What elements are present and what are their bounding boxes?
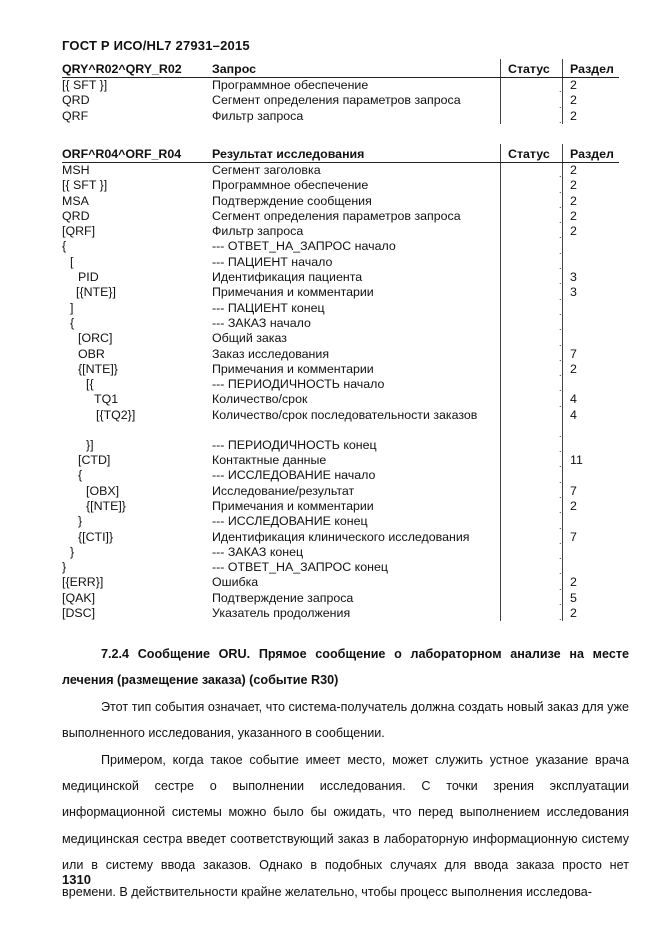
section-cell: 2 — [570, 361, 577, 376]
segment-cell: ] — [70, 300, 74, 315]
section-cell: 3 — [570, 270, 577, 285]
table-row: MSA Подтверждение сообщения . 2 — [62, 193, 577, 210]
section-cell: 7 — [570, 529, 577, 544]
name-cell: --- ОТВЕТ_НА_ЗАПРОС конец — [212, 560, 388, 575]
table-row: } --- ИССЛЕДОВАНИЕ конец . — [78, 514, 562, 531]
section-cell: 2 — [570, 108, 577, 123]
section-cell: 2 — [570, 193, 577, 208]
name-cell: Подтверждение запроса — [212, 590, 354, 605]
section-cell: 3 — [570, 285, 577, 300]
section-cell: 7 — [570, 346, 577, 361]
segment-cell: [{NTE}] — [76, 285, 116, 300]
section-header: Раздел — [570, 147, 614, 161]
section-cell: 2 — [570, 575, 577, 590]
table-row: } --- ОТВЕТ_НА_ЗАПРОС конец . — [62, 560, 562, 577]
segment-cell: [QRF] — [62, 224, 96, 239]
name-cell: --- ПАЦИЕНТ начало — [212, 254, 333, 269]
segment-cell: OBR — [78, 346, 105, 361]
name-cell: --- ЗАКАЗ конец — [212, 544, 304, 559]
table-row: TQ1 Количество/срок . 4 — [94, 392, 577, 409]
section-cell: 2 — [570, 78, 577, 92]
paragraph-2: Примером, когда такое событие имеет место, может служить устное указание врача медицинской сестре о выполнении исследования. С точки зрения эксплуатации информационной системы можно было бы ожидать, что перед выполнением исследования медицинская сестра введет соответствующий заказ в лабораторную информационную систему или в систему ввода заказов. Однако в подобных случаях для ввода заказа просто нет времени. В действительности крайне желательно, чтобы процесс выполнения исследова- — [62, 752, 629, 899]
segment-cell: { — [78, 468, 83, 483]
table-row: QRF Фильтр запроса . 2 — [62, 108, 577, 125]
segment-cell: }] — [86, 437, 94, 452]
table-row: [QRF] Фильтр запроса . 2 — [62, 224, 577, 241]
table-row: [ --- ПАЦИЕНТ начало . — [70, 254, 562, 272]
section-cell: 2 — [570, 498, 577, 513]
segment-cell: { — [70, 315, 75, 330]
status-header: Статус — [508, 147, 550, 161]
segment-cell: [{ERR}] — [62, 575, 104, 590]
name-header: Запрос — [212, 62, 257, 76]
name-cell: Фильтр запроса — [212, 224, 304, 239]
section-cell: 4 — [570, 407, 577, 422]
segment-cell: QRD — [62, 93, 90, 108]
name-cell: --- ПЕРИОДИЧНОСТЬ начало — [212, 377, 385, 392]
name-cell: Ошибка — [212, 575, 259, 590]
section-cell: 2 — [570, 208, 577, 223]
segment-cell: MSA — [62, 193, 89, 208]
table-header-row — [62, 147, 619, 163]
section-cell: 5 — [570, 590, 577, 605]
table-row: [{ SFT }] Программное обеспечение . 2 — [62, 78, 577, 95]
table-row: [{ --- ПЕРИОДИЧНОСТЬ начало . — [86, 377, 562, 394]
name-cell: Программное обеспечение — [212, 78, 369, 92]
name-cell: Количество/срок — [212, 392, 308, 407]
table-row: { --- ОТВЕТ_НА_ЗАПРОС начало . — [62, 239, 562, 256]
table-row: PID Идентификация пациента . 3 — [78, 270, 577, 287]
section-cell: 2 — [570, 163, 577, 177]
document-header: ГОСТ Р ИСО/HL7 27931–2015 — [62, 38, 250, 53]
segment-cell: [{TQ2}] — [96, 407, 136, 422]
name-cell: Идентификация клинического исследования — [212, 529, 470, 544]
section-cell: 11 — [570, 453, 583, 468]
message-structure-table-qry — [62, 62, 619, 124]
table-row: OBR Заказ исследования . 7 — [78, 346, 577, 363]
segment-cell: } — [78, 514, 83, 529]
name-cell: Сегмент заголовка — [212, 163, 321, 177]
section-cell: 2 — [570, 93, 577, 108]
segment-header: QRY^R02^QRY_R02 — [62, 62, 182, 76]
segment-header: ORF^R04^ORF_R04 — [62, 147, 182, 161]
name-cell: --- ОТВЕТ_НА_ЗАПРОС начало — [212, 239, 396, 254]
table-row: QRD Сегмент определения параметров запроса . 2 — [62, 93, 577, 110]
section-title: 7.2.4 Сообщение ORU. Прямое сообщение о лабораторном анализе на месте лечения (размещение заказа) (событие R30) — [62, 647, 629, 688]
table-row: } --- ЗАКАЗ конец . — [70, 544, 562, 562]
segment-cell: {[NTE]} — [86, 498, 126, 513]
section-cell: 2 — [570, 178, 577, 193]
name-header: Результат исследования — [212, 147, 365, 161]
table-row: {[NTE]} Примечания и комментарии . 2 — [78, 361, 577, 379]
table-row: {[NTE]} Примечания и комментарии . 2 — [86, 498, 577, 516]
section-cell: 2 — [570, 606, 577, 621]
name-cell: Примечания и комментарии — [212, 361, 374, 376]
table-row: [DSC] Указатель продолжения . 2 — [62, 606, 577, 623]
name-cell: Фильтр запроса — [212, 108, 304, 123]
name-cell: Сегмент определения параметров запроса — [212, 208, 461, 223]
table-row: }] --- ПЕРИОДИЧНОСТЬ конец . — [86, 437, 562, 455]
segment-cell: } — [62, 560, 67, 575]
name-cell: Примечания и комментарии — [212, 285, 374, 300]
section-cell: 4 — [570, 392, 577, 407]
table-row: [OBX] Исследование/результат . 7 — [86, 483, 577, 500]
name-cell: Контактные данные — [212, 453, 327, 468]
name-cell: Заказ исследования — [212, 346, 330, 361]
name-cell: Программное обеспечение — [212, 178, 369, 193]
segment-cell: { — [62, 239, 67, 254]
status-header: Статус — [508, 62, 550, 76]
name-cell: --- ПЕРИОДИЧНОСТЬ конец — [212, 437, 377, 452]
name-cell: --- ИССЛЕДОВАНИЕ конец — [212, 514, 368, 529]
page-number: 1310 — [62, 872, 91, 887]
segment-cell: } — [70, 544, 75, 559]
table-row: [CTD] Контактные данные . 11 — [78, 453, 583, 470]
section-7-2-4 — [62, 641, 629, 905]
name-cell: Исследование/результат — [212, 483, 355, 498]
name-cell: Сегмент определения параметров запроса — [212, 93, 461, 108]
segment-cell: MSH — [62, 163, 90, 177]
table-row: { --- ЗАКАЗ начало . — [70, 315, 562, 333]
paragraph-1: Этот тип события означает, что система-получатель должна создать новый заказ для уже выполненного исследования, указанного в сообщении. — [62, 699, 629, 741]
name-cell: --- ИССЛЕДОВАНИЕ начало — [212, 468, 376, 483]
table-row: [{ERR}] Ошибка . 2 — [62, 575, 577, 592]
segment-cell: {[CTI]} — [78, 529, 114, 544]
name-cell: Общий заказ — [212, 331, 287, 346]
segment-cell: [OBX] — [86, 483, 120, 498]
segment-cell: [ — [70, 254, 74, 269]
table-row: [QAK] Подтверждение запроса . 5 — [62, 590, 577, 608]
name-cell: Количество/срок последовательности заказов — [212, 407, 478, 422]
table-row: [{TQ2}] Количество/срок последовательности заказов . 4 — [96, 407, 577, 439]
table-row: [{NTE}] Примечания и комментарии . 3 — [76, 285, 577, 302]
message-structure-table-orf — [62, 147, 619, 621]
table-row: { --- ИССЛЕДОВАНИЕ начало . — [78, 468, 562, 485]
name-cell: Подтверждение сообщения — [212, 193, 372, 208]
table-row: {[CTI]} Идентификация клинического исследования . 7 — [78, 529, 577, 546]
table-row: [{ SFT }] Программное обеспечение . 2 — [62, 178, 577, 195]
segment-cell: [DSC] — [62, 606, 96, 621]
table-row: [ORC] Общий заказ . — [78, 331, 562, 348]
segment-cell: QRD — [62, 208, 90, 223]
section-cell: 7 — [570, 483, 577, 498]
segment-cell: PID — [78, 270, 99, 285]
name-cell: Идентификация пациента — [212, 270, 363, 285]
name-cell: Указатель продолжения — [212, 606, 351, 621]
table-row: QRD Сегмент определения параметров запроса . 2 — [62, 208, 577, 226]
table-row: MSH Сегмент заголовка . 2 — [62, 163, 577, 180]
name-cell: Примечания и комментарии — [212, 498, 374, 513]
segment-cell: [QAK] — [62, 590, 96, 605]
table-header-row — [62, 62, 619, 78]
segment-cell: TQ1 — [94, 392, 119, 407]
name-cell: --- ПАЦИЕНТ конец — [212, 300, 325, 315]
section-header: Раздел — [570, 62, 614, 76]
table-row: ] --- ПАЦИЕНТ конец . — [70, 300, 562, 317]
section-cell: 2 — [570, 224, 577, 239]
segment-cell: [CTD] — [78, 453, 111, 468]
segment-cell: [{ SFT }] — [62, 78, 108, 92]
segment-cell: QRF — [62, 108, 89, 123]
segment-cell: [ORC] — [78, 331, 113, 346]
segment-cell: {[NTE]} — [78, 361, 118, 376]
name-cell: --- ЗАКАЗ начало — [212, 315, 311, 330]
segment-cell: [{ — [86, 377, 94, 392]
segment-cell: [{ SFT }] — [62, 178, 108, 193]
